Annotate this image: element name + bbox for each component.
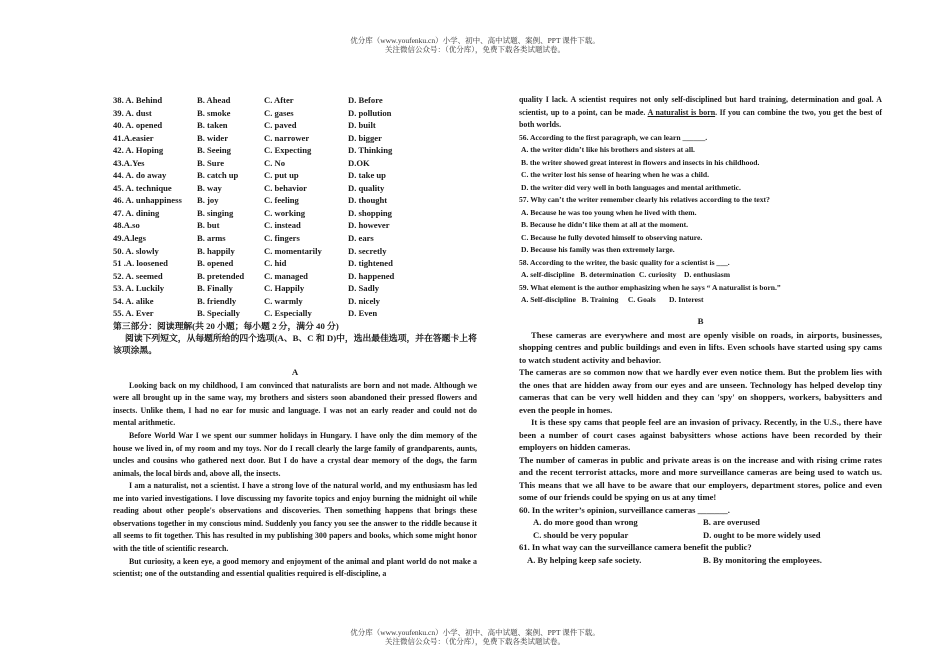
cloze-option-b: B. Seeing bbox=[197, 145, 231, 156]
cloze-option-c: C. instead bbox=[264, 220, 301, 231]
cloze-option-d: D. Before bbox=[348, 95, 383, 105]
naturalist-is-born-underline: A naturalist is born bbox=[647, 107, 716, 117]
cloze-option-d: D. tightened bbox=[348, 258, 393, 269]
cloze-option-row bbox=[113, 169, 477, 182]
cloze-option-b: B. taken bbox=[197, 120, 228, 131]
footer-watermark-line1: 优分库（www.youfenku.cn）小学、初中、高中试题、案例、PPT 课件下载。 bbox=[350, 628, 600, 637]
header-watermark-line2: 关注微信公众号：（优分库），免费下载各类试题试卷。 bbox=[385, 45, 565, 54]
cloze-option-c: C. After bbox=[264, 95, 294, 105]
passage-b-paragraph-3: It is these spy cams that people feel are an invasion of privacy. Recently, in the U.S., there have been a number of court cases against babysitters whose actions have been recorded by their employers on hidden cameras. bbox=[519, 417, 882, 453]
cloze-question-option-a: 50. A. slowly bbox=[113, 245, 159, 256]
cloze-option-c: C. Especially bbox=[264, 308, 312, 319]
continuation-text-after: . If you can combine the two, you get the best of both worlds. bbox=[519, 107, 882, 130]
question-59: 59. What element is the author emphasizing when he says “ A naturalist is born.” bbox=[519, 282, 781, 292]
cloze-question-option-a: 52. A. seemed bbox=[113, 270, 163, 281]
cloze-option-d: D. thought bbox=[348, 195, 388, 206]
cloze-options-list bbox=[113, 94, 477, 320]
cloze-option-c: C. Expecting bbox=[264, 145, 312, 156]
cloze-option-b: B. but bbox=[197, 220, 220, 231]
question-57-option-c: C. Because he fully devoted himself to observing nature. bbox=[521, 232, 703, 242]
cloze-option-row bbox=[113, 94, 477, 107]
question-61-options-row-1 bbox=[519, 554, 882, 567]
cloze-question-option-a: 47. A. dining bbox=[113, 207, 160, 218]
question-61: 61. In what way can the surveillance camera benefit the public? bbox=[519, 542, 752, 553]
cloze-option-b: B. wider bbox=[197, 132, 229, 143]
cloze-option-row bbox=[113, 232, 477, 245]
cloze-question-option-a: 42. A. Hoping bbox=[113, 145, 164, 156]
header-watermark bbox=[0, 36, 950, 54]
cloze-option-c: C. Happily bbox=[264, 283, 305, 294]
passage-b-paragraph-1: These cameras are everywhere and most are openly visible on roads, in airports, businesses, shopping centres and public buildings and even in lifts. Even schools have started using spy cams to watch student activity and behavior. bbox=[519, 329, 882, 365]
cloze-option-c: C. fingers bbox=[264, 233, 300, 244]
cloze-question-option-a: 40. A. opened bbox=[113, 120, 163, 131]
cloze-option-b: B. singing bbox=[197, 207, 234, 218]
cloze-option-c: C. hid bbox=[264, 258, 287, 269]
question-57-option-a: A. Because he was too young when he lived with them. bbox=[521, 207, 697, 217]
question-61-option-a: A. By helping keep safe society. bbox=[527, 554, 642, 565]
question-59-options: A. Self-discipline B. Training C. Goals D. Interest bbox=[521, 295, 704, 305]
cloze-option-c: C. managed bbox=[264, 270, 308, 281]
cloze-option-d: D. take up bbox=[348, 170, 386, 181]
cloze-option-b: B. arms bbox=[197, 233, 226, 244]
cloze-option-d: D. Sadly bbox=[348, 283, 380, 294]
cloze-option-b: B. joy bbox=[197, 195, 219, 206]
cloze-question-option-a: 46. A. unhappiness bbox=[113, 195, 182, 206]
cloze-question-option-a: 54. A. alike bbox=[113, 295, 154, 306]
cloze-question-option-a: 41.A.easier bbox=[113, 132, 154, 143]
cloze-option-c: C. working bbox=[264, 207, 306, 218]
cloze-option-row bbox=[113, 295, 477, 308]
cloze-option-row bbox=[113, 207, 477, 220]
cloze-question-option-a: 38. A. Behind bbox=[113, 95, 163, 105]
cloze-option-row bbox=[113, 307, 477, 320]
passage-a-continuation bbox=[519, 94, 882, 132]
cloze-question-option-a: 39. A. dust bbox=[113, 107, 152, 118]
question-56-option-a: A. the writer didn’t like his brothers and sisters at all. bbox=[521, 145, 695, 155]
cloze-option-row bbox=[113, 219, 477, 232]
section3-instruction: 阅读下列短文，从每题所给的四个选项(A、B、C 和 D)中，选出最佳选项，并在答题卡上将该项涂黑。 bbox=[113, 332, 477, 355]
passage-a-paragraph-2: Before World War I we spent our summer holidays in Hungary. I have only the dim memory of the house we lived in, of my room and my toys. Nor do I recall clearly the large family of grandparents, aunts, uncles and cousins who gathered next door. But I do have a crystal dear memory of the dogs, the farm animals, the local birds and, above all, the insects. bbox=[113, 431, 477, 478]
cloze-option-b: B. friendly bbox=[197, 295, 237, 306]
cloze-option-d: D. nicely bbox=[348, 295, 380, 306]
cloze-option-d: D. shopping bbox=[348, 207, 392, 218]
cloze-option-b: B. happily bbox=[197, 245, 235, 256]
cloze-option-b: B. Ahead bbox=[197, 95, 231, 105]
cloze-option-row bbox=[113, 182, 477, 195]
question-60-option-a: A. do more good than wrong bbox=[533, 517, 638, 528]
question-60-options-row-1 bbox=[519, 516, 882, 529]
section3-title: 第三部分：阅读理解(共 20 小题；每小题 2 分，满分 40 分) bbox=[113, 320, 339, 331]
footer-watermark-line2: 关注微信公众号：（优分库），免费下载各类试题试卷。 bbox=[385, 637, 565, 646]
passage-b-paragraph-2: The cameras are so common now that we hardly ever even notice them. But the problem lies with the ones that are hidden away from our eyes and are unseen. Technology has helped develop tiny cameras that can be very well hidden and they can 'spy' on shoppers, workers, babysitters and even the people in homes. bbox=[519, 367, 882, 415]
cloze-question-option-a: 43.A.Yes bbox=[113, 157, 145, 168]
cloze-option-c: C. momentarily bbox=[264, 245, 322, 256]
passage-a-paragraph-1: Looking back on my childhood, I am convinced that naturalists are born and not made. Although we were all brought up in the same way, my brothers and sisters soon abandoned their pressed flowers and insects. Unlike them, I had no ear for music and language. I was not an early reader and could not do mental arithmetic. bbox=[113, 380, 477, 428]
left-column bbox=[113, 94, 477, 581]
cloze-option-d: D. pollution bbox=[348, 107, 392, 118]
cloze-option-row bbox=[113, 282, 477, 295]
continuation-text-before: quality I lack. A scientist requires not only self-disciplined but hard training, determination and goal. A scientist, up to a point, can be made. bbox=[519, 95, 882, 117]
cloze-option-row bbox=[113, 257, 477, 270]
cloze-option-b: B. Sure bbox=[197, 157, 225, 168]
question-58: 58. According to the writer, the basic quality for a scientist is ___. bbox=[519, 257, 730, 267]
cloze-question-option-a: 48.A.so bbox=[113, 220, 140, 231]
cloze-option-c: C. paved bbox=[264, 120, 297, 131]
cloze-question-option-a: 44. A. do away bbox=[113, 170, 167, 181]
footer-watermark bbox=[0, 628, 950, 646]
cloze-question-option-a: 55. A. Ever bbox=[113, 308, 154, 319]
cloze-question-option-a: 45. A. technique bbox=[113, 182, 172, 193]
cloze-option-c: C. behavior bbox=[264, 182, 307, 193]
question-60-option-d: D. ought to be more widely used bbox=[703, 529, 821, 540]
question-57-option-d: D. Because his family was then extremely large. bbox=[521, 245, 675, 255]
cloze-option-b: B. Specially bbox=[197, 308, 240, 319]
cloze-option-d: D. bigger bbox=[348, 132, 382, 143]
cloze-option-d: D. quality bbox=[348, 182, 385, 193]
cloze-option-row bbox=[113, 194, 477, 207]
cloze-option-b: B. opened bbox=[197, 258, 234, 269]
cloze-option-c: C. gases bbox=[264, 107, 294, 118]
question-56-option-c: C. the writer lost his sense of hearing when he was a child. bbox=[521, 170, 710, 180]
question-61-option-b: B. By monitoring the employees. bbox=[703, 554, 822, 565]
cloze-option-row bbox=[113, 270, 477, 283]
cloze-option-d: D. ears bbox=[348, 233, 374, 244]
header-watermark-line1: 优分库（www.youfenku.cn）小学、初中、高中试题、案例、PPT 课件下载。 bbox=[350, 36, 600, 45]
question-60-options-row-2 bbox=[519, 529, 882, 542]
cloze-option-c: C. No bbox=[264, 157, 286, 168]
question-60-option-c: C. should be very popular bbox=[533, 529, 629, 540]
cloze-option-d: D. built bbox=[348, 120, 376, 131]
question-56: 56. According to the first paragraph, we can learn ______. bbox=[519, 132, 708, 142]
cloze-option-row bbox=[113, 107, 477, 120]
passage-a-title: A bbox=[291, 366, 299, 377]
right-column bbox=[519, 94, 882, 566]
passage-b-paragraph-4: The number of cameras in public and private areas is on the increase and with rising crime rates and the recent terrorist attacks, more and more surveillance cameras are being used to watch us. This means that we all have to be aware that our employers, department stores, police and even some of our friends could be spying on us at any time! bbox=[519, 454, 882, 503]
cloze-option-d: D. secretly bbox=[348, 245, 387, 256]
cloze-option-b: B. catch up bbox=[197, 170, 239, 181]
cloze-option-row bbox=[113, 119, 477, 132]
cloze-option-row bbox=[113, 245, 477, 258]
question-56-option-d: D. the writer did very well in both languages and mental arithmetic. bbox=[521, 182, 741, 192]
cloze-option-b: B. Finally bbox=[197, 283, 233, 294]
cloze-option-c: C. narrower bbox=[264, 132, 310, 143]
passage-a-paragraph-4: But curiosity, a keen eye, a good memory and enjoyment of the animal and plant world do not make a scientist; one of the outstanding and essential qualities required is elf-discipline, a bbox=[113, 556, 477, 579]
cloze-question-option-a: 53. A. Luckily bbox=[113, 283, 165, 294]
cloze-option-b: B. way bbox=[197, 182, 222, 193]
cloze-option-d: D.OK bbox=[348, 157, 370, 168]
question-57-option-b: B. Because he didn’t like them at all at the moment. bbox=[521, 220, 689, 230]
cloze-question-option-a: 49.A.legs bbox=[113, 233, 146, 244]
cloze-option-c: C. put up bbox=[264, 170, 299, 181]
question-56-option-b: B. the writer showed great interest in flowers and insects in his childhood. bbox=[521, 157, 760, 167]
cloze-option-c: C. feeling bbox=[264, 195, 299, 206]
cloze-option-b: B. smoke bbox=[197, 107, 231, 118]
question-57: 57. Why can’t the writer remember clearly his relatives according to the text? bbox=[519, 195, 770, 205]
cloze-option-d: D. happened bbox=[348, 270, 395, 281]
cloze-option-c: C. warmly bbox=[264, 295, 303, 306]
cloze-option-row bbox=[113, 157, 477, 170]
passage-b-title: B bbox=[697, 315, 704, 326]
question-58-options: A. self-discipline B. determination C. curiosity D. enthusiasm bbox=[521, 270, 731, 280]
cloze-question-option-a: 51 .A. loosened bbox=[113, 258, 168, 269]
cloze-option-d: D. however bbox=[348, 220, 390, 231]
cloze-option-b: B. pretended bbox=[197, 270, 245, 281]
cloze-option-row bbox=[113, 132, 477, 145]
question-60-option-b: B. are overused bbox=[703, 517, 760, 528]
passage-a-paragraph-3: I am a naturalist, not a scientist. I have a strong love of the natural world, and my enthusiasm has led me into varied investigations. I love discussing my favorite topics and enjoy burning the midnight oil while reading about other people's observations and discoveries. Then something happens that brings these observations together in my conscious mind. Suddenly you fancy you see the answer to the riddle because it all seems to fit together. This has resulted in my publishing 300 papers and books, which some might honor with the title of scientific research. bbox=[113, 481, 477, 553]
cloze-option-d: D. Thinking bbox=[348, 145, 393, 156]
cloze-option-d: D. Even bbox=[348, 308, 378, 319]
cloze-option-row bbox=[113, 144, 477, 157]
question-60: 60. In the writer’s opinion, surveillance cameras _______. bbox=[519, 504, 730, 515]
